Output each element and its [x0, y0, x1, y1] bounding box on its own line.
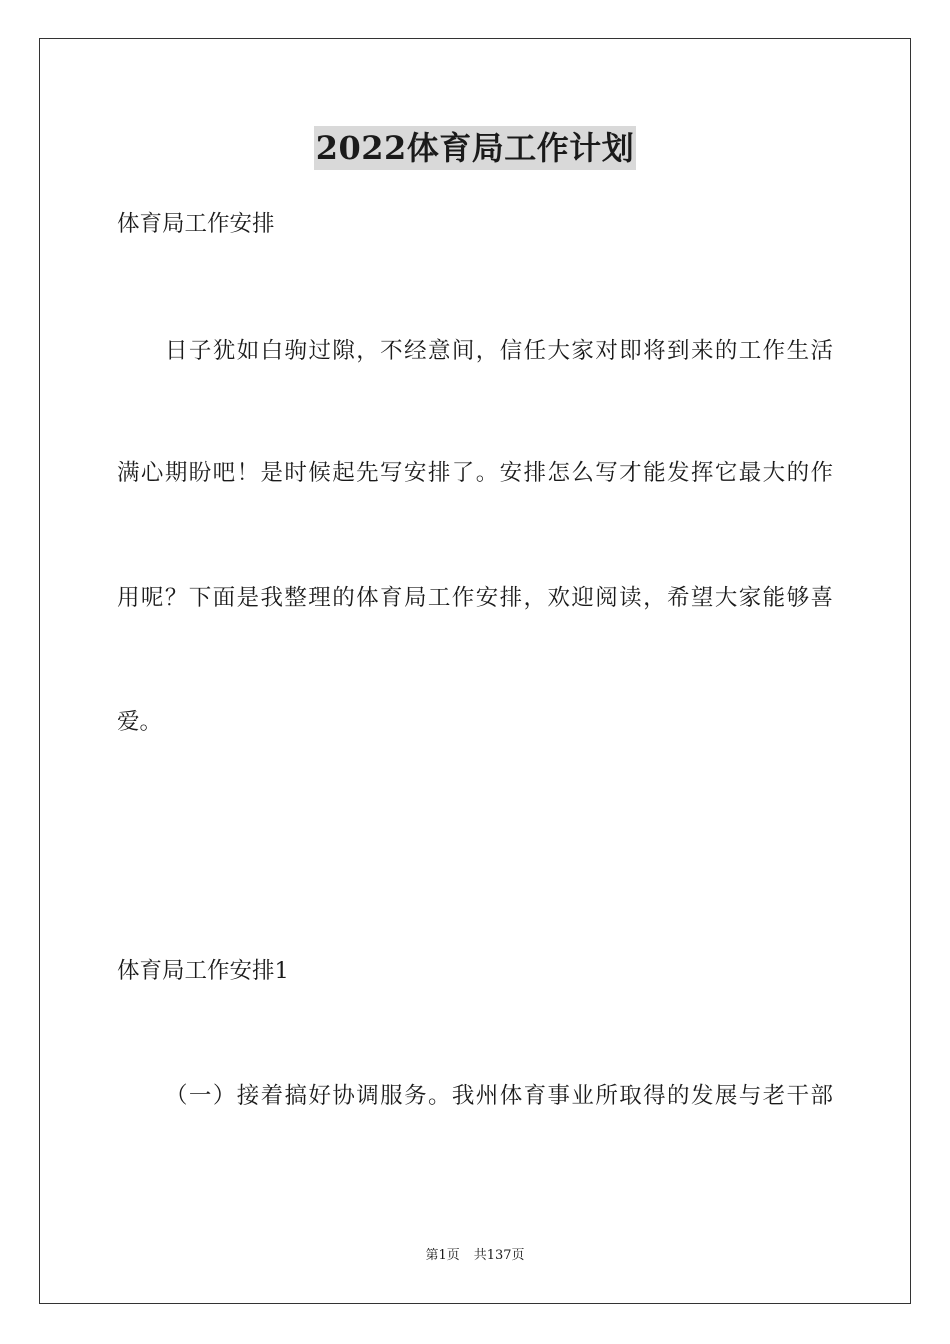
section-paragraph-line-1: （一）接着搞好协调服务。我州体育事业所取得的发展与老干部: [165, 1083, 833, 1109]
intro-line-4: 爱。: [117, 709, 163, 735]
section-heading: 体育局工作安排1: [117, 958, 289, 984]
intro-line-3: 用呢？下面是我整理的体育局工作安排，欢迎阅读，希望大家能够喜: [117, 585, 833, 611]
intro-line-1: 日子犹如白驹过隙，不经意间，信任大家对即将到来的工作生活: [165, 338, 833, 364]
intro-line-2: 满心期盼吧！是时候起先写安排了。安排怎么写才能发挥它最大的作: [117, 460, 833, 486]
document-title: 2022体育局工作计划: [314, 126, 637, 170]
document-subtitle: 体育局工作安排: [117, 211, 275, 237]
page-total: 共137页: [473, 1248, 525, 1263]
page-footer: [0, 1246, 950, 1266]
title-container: [0, 126, 950, 170]
page-number: 第1页: [425, 1248, 460, 1263]
